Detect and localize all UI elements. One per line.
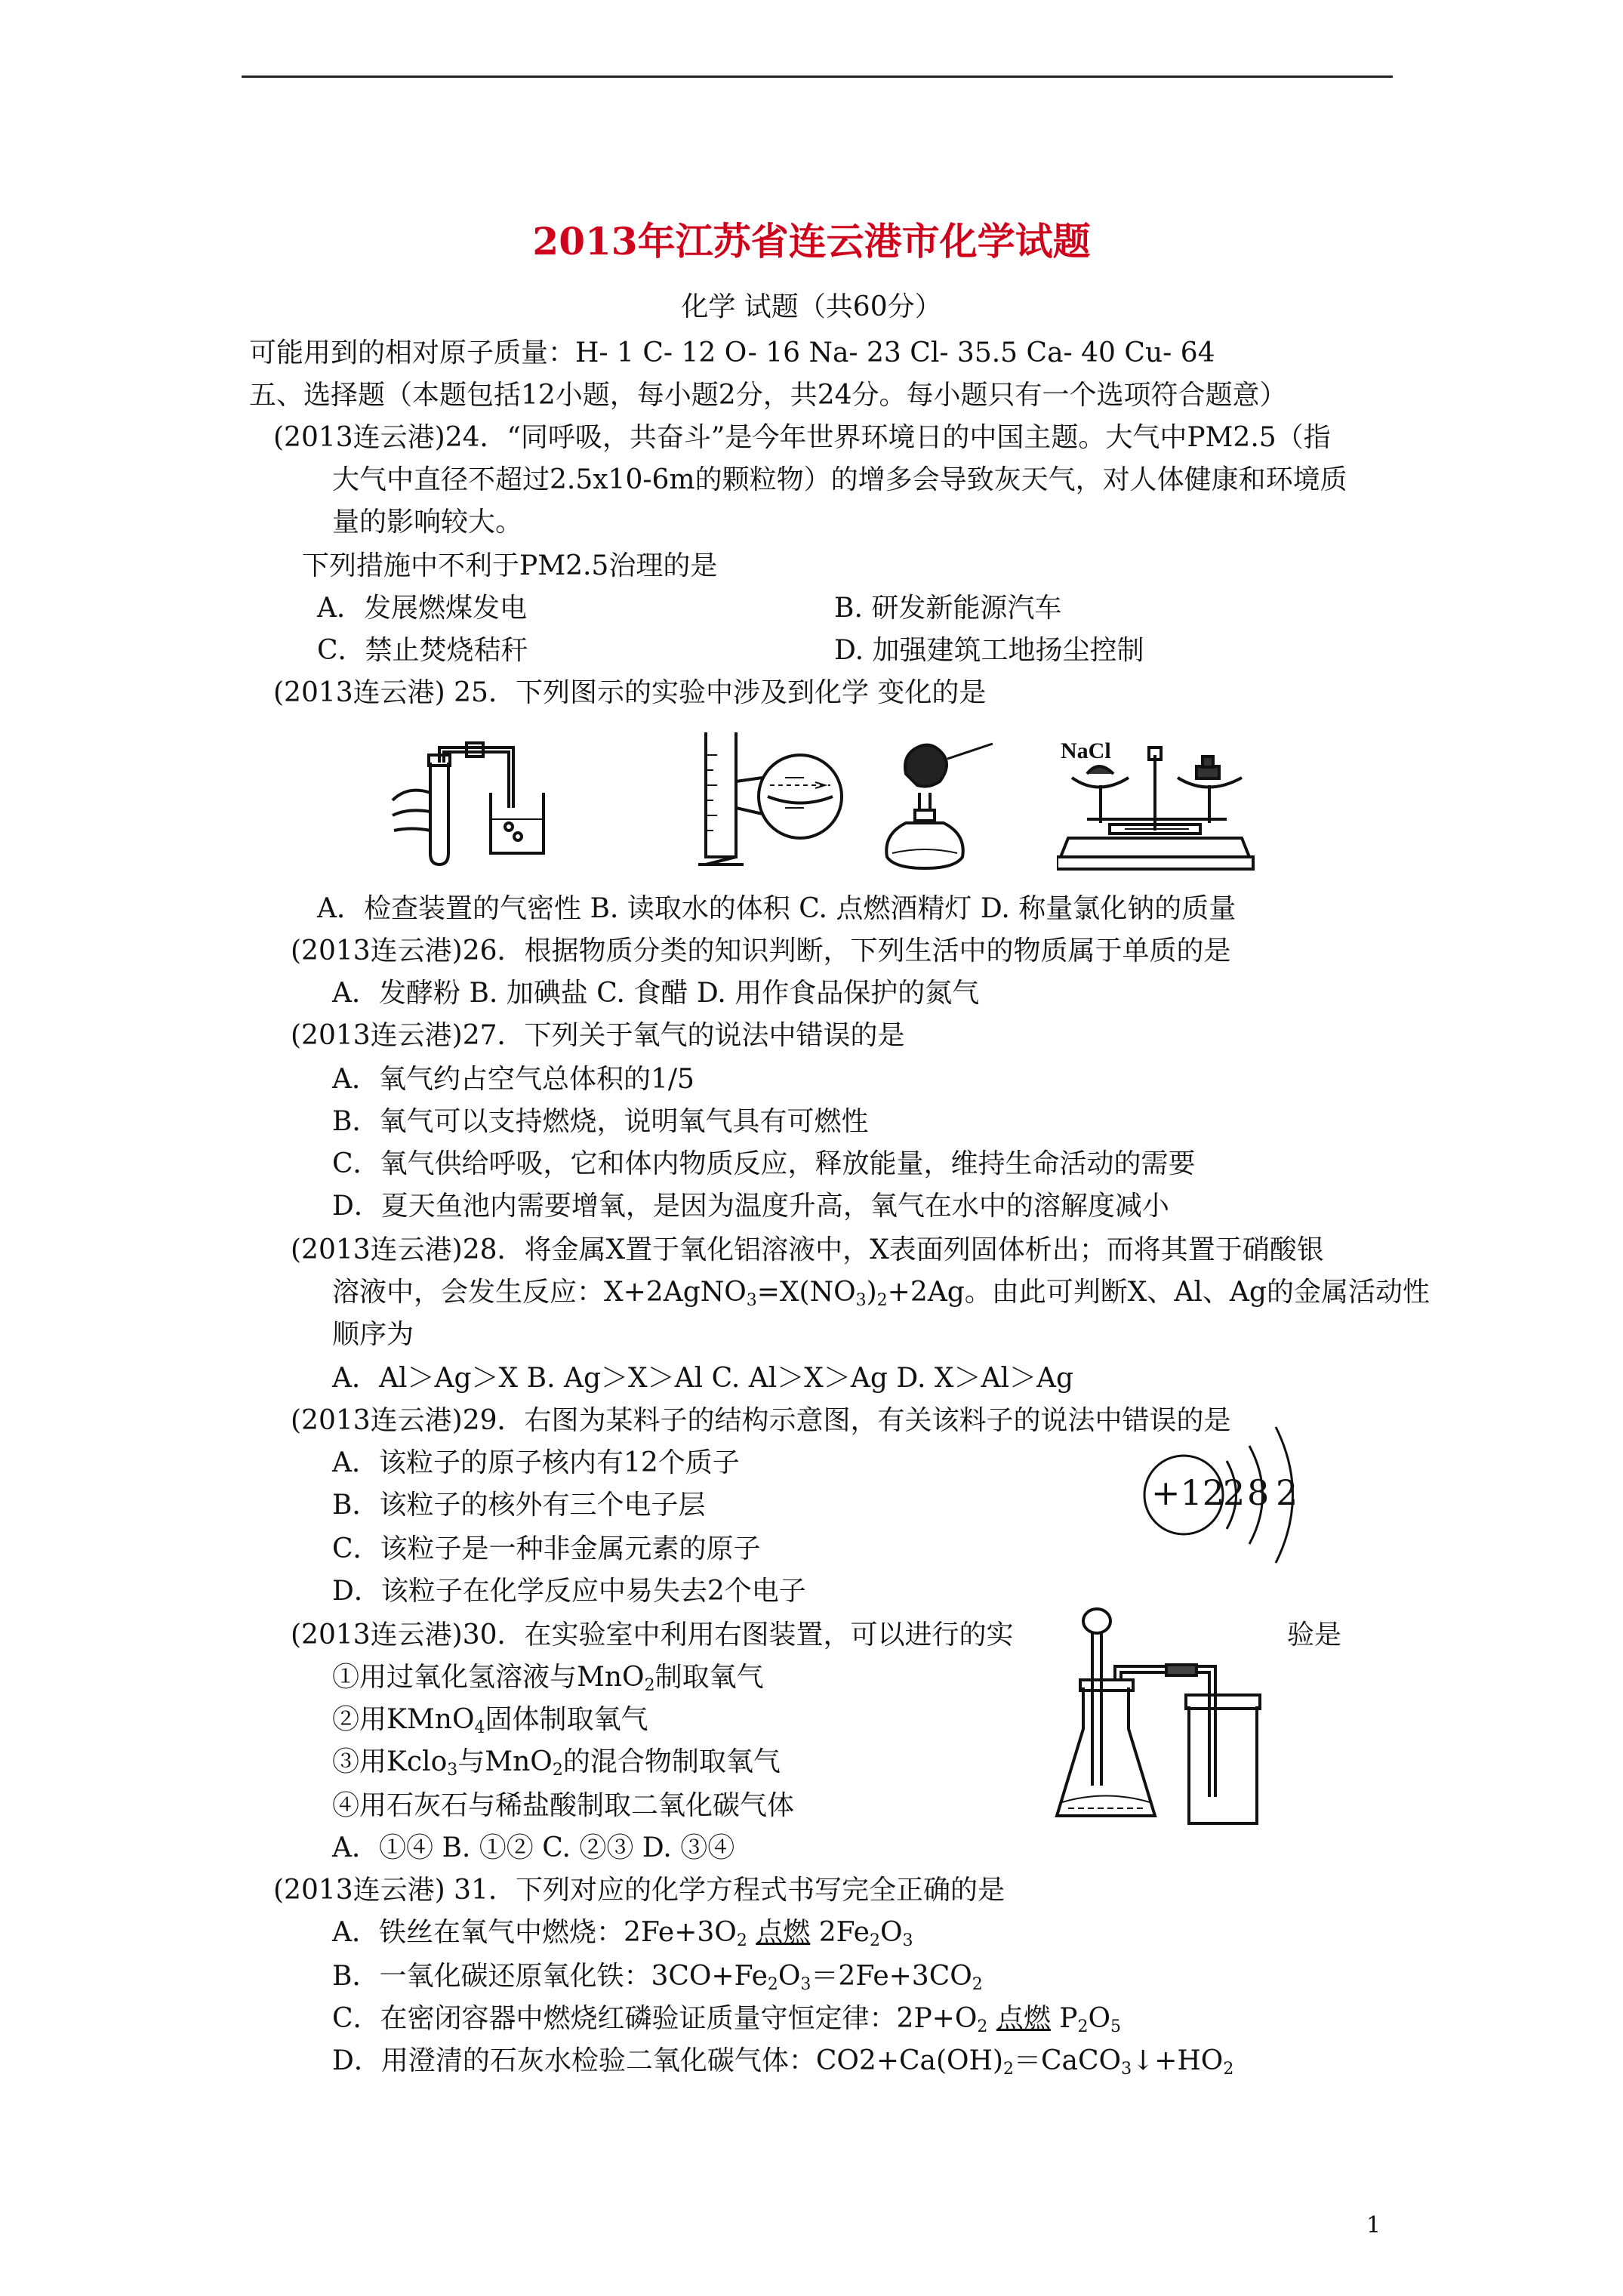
q24-option-b: B. 研发新能源汽车 [834,593,1062,624]
q29-option-b: B．该粒子的核外有三个电子层 [332,1490,706,1521]
page-title: 2013年江苏省连云港市化学试题 [532,219,1091,264]
nucleus-charge: +12 [1151,1472,1225,1513]
section-heading: 五、选择题（本题包括12小题，每小题2分，共24分。每小题只有一个选项符合题意） [249,380,1287,411]
q26-stem: (2013连云港)26．根据物质分类的知识判断，下列生活中的物质属于单质的是 [291,935,1231,966]
q25-figure-c [876,729,1004,876]
shell-2-electrons: 8 [1247,1472,1270,1513]
q24-option-c: C．禁止焚烧秸秆 [317,635,528,666]
q31-option-c: C．在密闭容器中燃烧红磷验证质量守恒定律：$2P+O_2$ 点燃 $P_2O_5$ [332,2003,1122,2036]
q29-stem: (2013连云港)29．右图为某料子的结构示意图，有关该料子的说法中错误的是 [291,1405,1231,1436]
q29-option-c: C．该粒子是一种非金属元素的原子 [332,1533,761,1564]
page-subtitle: 化学 试题（共60分） [681,291,942,322]
q26-options: A．发酵粉 B. 加碘盐 C. 食醋 D. 用作食品保护的氮气 [332,978,980,1009]
q28-stem-2: 溶液中，会发生反应：$X+2AgNO_3=X(NO_3)_2+2Ag$。由此可判断X、Al、Ag的金属活动性 [332,1277,1430,1310]
q30-option-2: ②用KMnO$_4$固体制取氧气 [332,1704,648,1737]
q31-option-b: B．一氧化碳还原氧化铁：$3CO+Fe_2O_3=2Fe+3CO_2$ [332,1961,983,1994]
header-rule [242,76,1393,78]
q31-option-a: A．铁丝在氧气中燃烧：$2Fe+3O_2$ 点燃 $2Fe_2O_3$ [332,1917,913,1950]
q25-nacl-label: NaCl [1061,738,1111,763]
q25-figure-a [385,732,581,868]
q29-option-d: D．该粒子在化学反应中易失去2个电子 [332,1576,806,1607]
q25-figure-d [1057,740,1276,876]
q30-options: A．①④ B. ①② C. ②③ D. ③④ [332,1832,735,1863]
q27-stem: (2013连云港)27．下列关于氧气的说法中错误的是 [291,1020,905,1051]
atomic-masses: 可能用到的相对原子质量：H- 1 C- 12 O- 16 Na- 23 Cl- 35.5 Ca- 40 Cu- 64 [249,337,1215,368]
q27-option-d: D．夏天鱼池内需要增氧，是因为温度升高，氧气在水中的溶解度减小 [332,1191,1169,1222]
q24-stem-1: (2013连云港)24．“同呼吸，共奋斗”是今年世界环境日的中国主题。大气中PM2.5（指 [273,422,1331,453]
q29-option-a: A．该粒子的原子核内有12个质子 [332,1447,740,1478]
q30-stem-right: 验是 [1287,1620,1342,1650]
q30-stem-left: (2013连云港)30．在实验室中利用右图装置，可以进行的实 [291,1620,1014,1650]
q30-option-3: ③用Kclo$_3$与MnO$_2$的混合物制取氧气 [332,1746,781,1780]
shell-3-electrons: 2 [1276,1472,1298,1513]
q24-option-a: A．发展燃煤发电 [317,593,527,624]
q24-stem-3: 量的影响较大。 [332,507,523,538]
q28-stem-1: (2013连云港)28．将金属X置于氧化铝溶液中，X表面列固体析出；而将其置于硝酸银 [291,1234,1324,1265]
q24-option-d: D. 加强建筑工地扬尘控制 [834,635,1144,666]
q27-option-c: C．氧气供给呼吸，它和体内物质反应，释放能量，维持生命活动的需要 [332,1148,1196,1179]
q30-option-4: ④用石灰石与稀盐酸制取二氧化碳气体 [332,1790,795,1821]
q30-option-1: ①用过氧化氢溶液与MnO$_2$制取氧气 [332,1662,764,1695]
q31-option-d: D．用澄清的石灰水检验二氧化碳气体：$CO2+Ca(OH)_2=CaCO_3↓+HO_2$ [332,2045,1234,2079]
q24-question: 下列措施中不利于PM2.5治理的是 [302,550,718,581]
q24-stem-2: 大气中直径不超过2.5x10-6m的颗粒物）的增多会导致灰天气，对人体健康和环境质 [332,464,1347,495]
q28-stem-3: 顺序为 [332,1319,414,1350]
q31-stem: (2013连云港) 31．下列对应的化学方程式书写完全正确的是 [273,1875,1005,1906]
shell-1-electrons: 2 [1223,1472,1246,1513]
q25-options: A．检查装置的气密性 B. 读取水的体积 C. 点燃酒精灯 D. 称量氯化钠的质量 [317,893,1236,924]
page-number: 1 [1366,2212,1381,2239]
q27-option-a: A．氧气约占空气总体积的1/5 [332,1064,694,1095]
q25-stem: (2013连云港) 25．下列图示的实验中涉及到化学 变化的是 [273,677,987,708]
q25-figure-b [683,725,849,876]
q27-option-b: B．氧气可以支持燃烧，说明氧气具有可燃性 [332,1106,869,1137]
gas-apparatus-diagram [1053,1604,1264,1831]
q28-options: A．Al＞Ag＞X B. Ag＞X＞Al C. Al＞X＞Ag D. X＞Al＞Ag [332,1363,1074,1394]
